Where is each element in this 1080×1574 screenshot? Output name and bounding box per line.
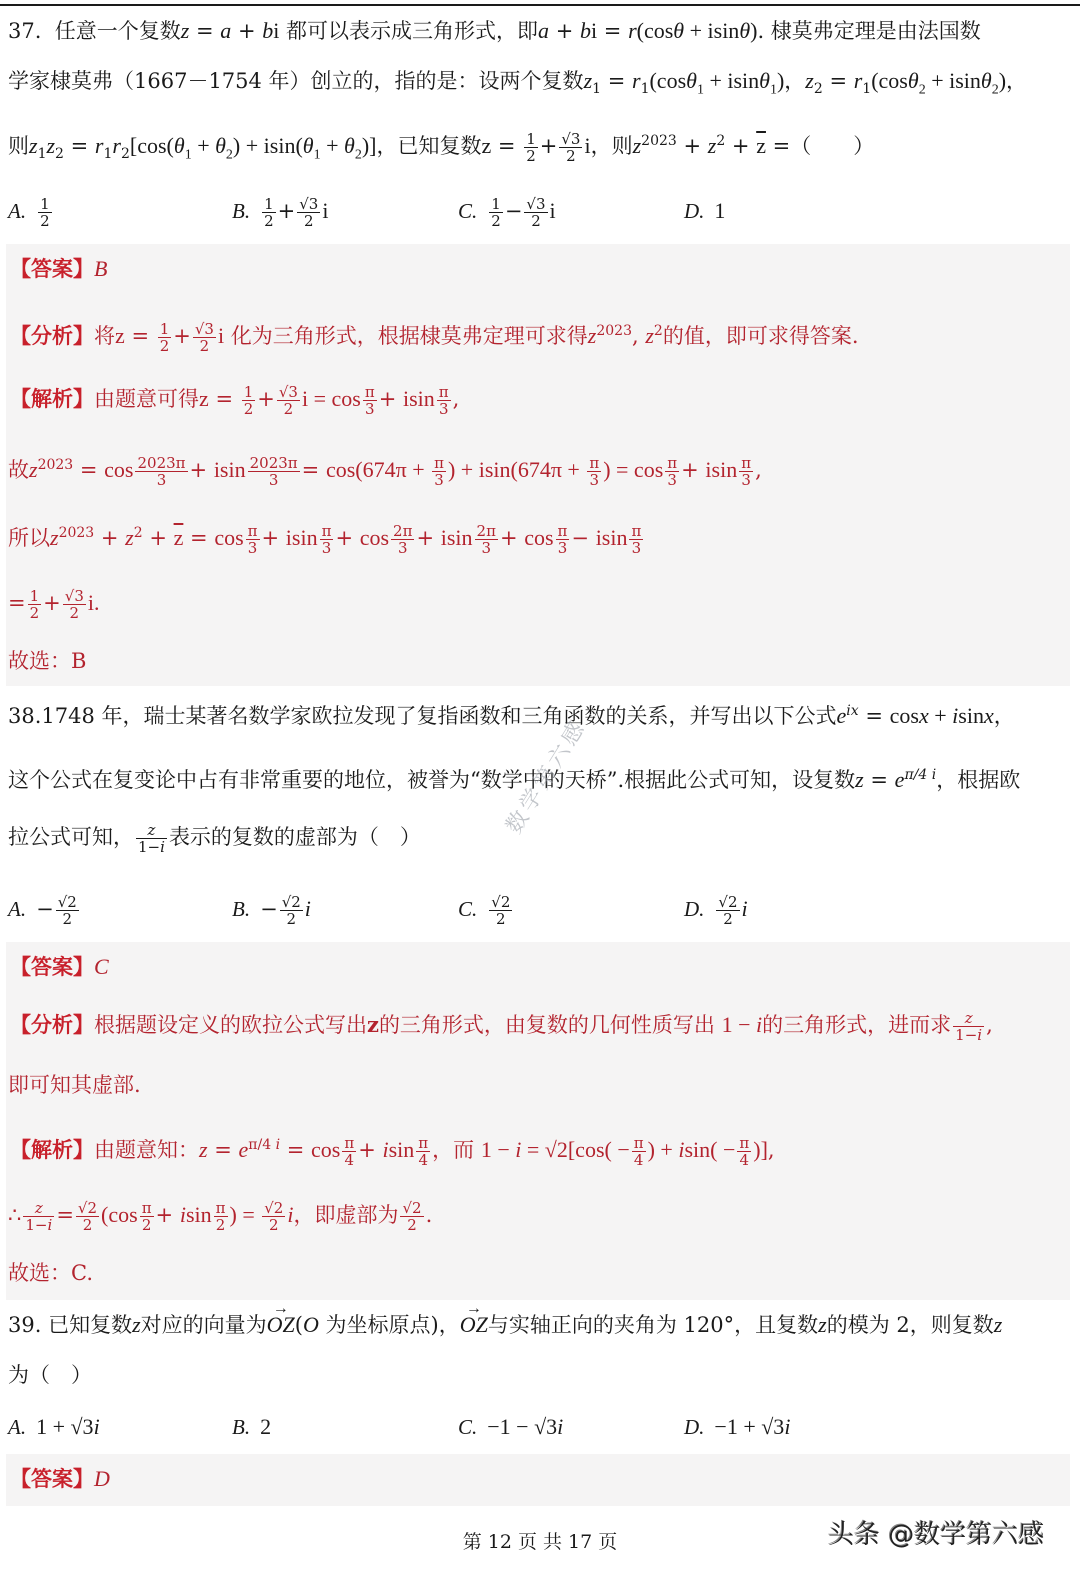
q37-answer: 【答案】B <box>10 256 108 281</box>
top-rule <box>0 4 1080 6</box>
q39-stem-line-1: 39. 已知复数z对应的向量为→ OZ(O 为坐标原点)，→ OZ与实轴正向的夹角为 120°，且复数z的模为 2，则复数z <box>8 1310 1002 1340</box>
q37-stem-line-3: 则$z_1z_2 = r_1r_2[\cos(\theta_1 + \theta_2) + isin(\theta_1 + \theta_2)]$，已知复数z = $\frac{1}{2}$ + $\frac{√3}{2}$ i，则$z^{2023} + z^2 + \overline{z}$ =（ ） <box>8 130 875 165</box>
q38-stem-line-1: 38.1748 年，瑞士某著名数学家欧拉发现了复指函数和三角函数的关系，并写出以下公式$e^{ix} = \cos x + isinx$， <box>8 703 1015 728</box>
q37-stem-line-2: 学家棣莫弗（1667－1754 年）创立的，指的是：设两个复数$z_1 = r_1(\cos\theta_1 + isin\theta_1)$，$z_2 = r_1(\cos\theta_2 + isin\theta_2)$， <box>8 68 1028 98</box>
q39-stem-line-2: 为（ ） <box>8 1363 92 1387</box>
q37-solution-line-2: 故$z^{2023} = \cos$ $\frac{2023\pi}{3}$ + isin $\frac{2023\pi}{3}$ = cos(674π + $\frac{\pi}{3}$ ) + isin(674π + $\frac{\pi}{3}$ ) = cos $\frac{\pi}{3}$ + isin $\frac{\pi}{3}$ , <box>8 454 762 489</box>
q38-choice-c[interactable]: C. $\frac{√2}{2}$ <box>458 893 511 928</box>
q37-solution-line-1: 【解析】由题意可得z = $\frac{1}{2}$ + $\frac{√3}{2}$ i = cos $\frac{\pi}{3}$ + isin $\frac{\pi}{3}$ , <box>10 383 460 418</box>
q38-solution-line-1: 【解析】由题意知：$z = e^{\pi/4 i} = \cos$ $\frac{\pi}{4}$ + isin $\frac{\pi}{4}$ ，而 1 − i = √2[cos( − $\frac{\pi}{4}$ ) + isin( − $\frac{\pi}{4}$ )], <box>10 1134 775 1169</box>
q37-choice-d[interactable]: D. 1 <box>684 198 726 223</box>
q37-choice-b[interactable]: B. $\frac{1}{2}$ + $\frac{√3}{2}$ i <box>232 195 329 230</box>
q39-answer: 【答案】D <box>10 1466 110 1491</box>
q37-choice-c[interactable]: C. $\frac{1}{2}$ − $\frac{√3}{2}$ i <box>458 195 556 230</box>
q37-solution-line-3: 所以$z^{2023} + z^2 + \overline{z} = \cos$ $\frac{\pi}{3}$ + isin $\frac{\pi}{3}$ + cos $\frac{2\pi}{3}$ + isin $\frac{2\pi}{3}$ + cos $\frac{\pi}{3}$ − isin $\frac{\pi}{3}$ <box>8 522 642 557</box>
q38-choice-b[interactable]: B. − $\frac{√2}{2}$ i <box>232 893 311 928</box>
q37-choice-a[interactable]: A. $\frac{1}{2}$ <box>8 195 50 230</box>
q37-stem-line-1: 37. 任意一个复数z = a + bi 都可以表示成三角形式，即a + bi = r(cosθ + isinθ). 棣莫弗定理是由法国数 <box>8 18 981 43</box>
q37-analysis: 【分析】将z = $\frac{1}{2}$ + $\frac{√3}{2}$ i 化为三角形式，根据棣莫弗定理可求得$z^{2023}$, $z^2$的值，即可求得答案. <box>10 320 859 355</box>
q38-analysis: 【分析】根据题设定义的欧拉公式写出z的三角形式，由复数的几何性质写出 1 − i的三角形式，进而求 $\frac{z}{1-i}$ , <box>10 1009 993 1044</box>
q39-answer-box <box>6 1454 1070 1506</box>
diagonal-watermark: 数学第六感 <box>501 714 592 839</box>
q38-choice-a[interactable]: A. − $\frac{√2}{2}$ <box>8 893 77 928</box>
q39-choice-c[interactable]: C. −1 − √3i <box>458 1414 564 1439</box>
q37-solution-line-4: = $\frac{1}{2}$ + $\frac{√3}{2}$ i. <box>8 587 100 622</box>
q39-choice-b[interactable]: B. 2 <box>232 1414 272 1439</box>
q38-choice-d[interactable]: D. $\frac{√2}{2}$ i <box>684 893 748 928</box>
q37-answer-box <box>6 244 1070 686</box>
q38-stem-line-3: 拉公式可知， $\frac{z}{1-i}$ 表示的复数的虚部为（ ） <box>8 821 421 856</box>
q39-choice-d[interactable]: D. −1 + √3i <box>684 1414 791 1439</box>
q38-answer: 【答案】C <box>10 954 109 979</box>
q37-conclusion: 故选：B <box>8 649 87 673</box>
q38-analysis-cont: 即可知其虚部. <box>8 1073 141 1097</box>
brand-watermark: 头条 @数学第六感 <box>828 1520 1045 1550</box>
page-number: 第 12 页 共 17 页 <box>462 1531 618 1553</box>
q38-stem-line-2: 这个公式在复变论中占有非常重要的地位，被誉为“数学中的天桥”.根据此公式可知，设复数$z = e^{\pi/4 i}$，根据欧 <box>8 767 1021 792</box>
q38-conclusion: 故选：C. <box>8 1261 93 1285</box>
q39-choice-a[interactable]: A. 1 + √3i <box>8 1414 100 1439</box>
q38-answer-box <box>6 942 1070 1300</box>
q38-solution-line-2: ∴ $\frac{z}{1-i}$ = $\frac{√2}{2}$ (cos $\frac{\pi}{2}$ + isin $\frac{\pi}{2}$ ) = $\frac{√2}{2}$ i，即虚部为 $\frac{√2}{2}$ . <box>8 1199 433 1234</box>
